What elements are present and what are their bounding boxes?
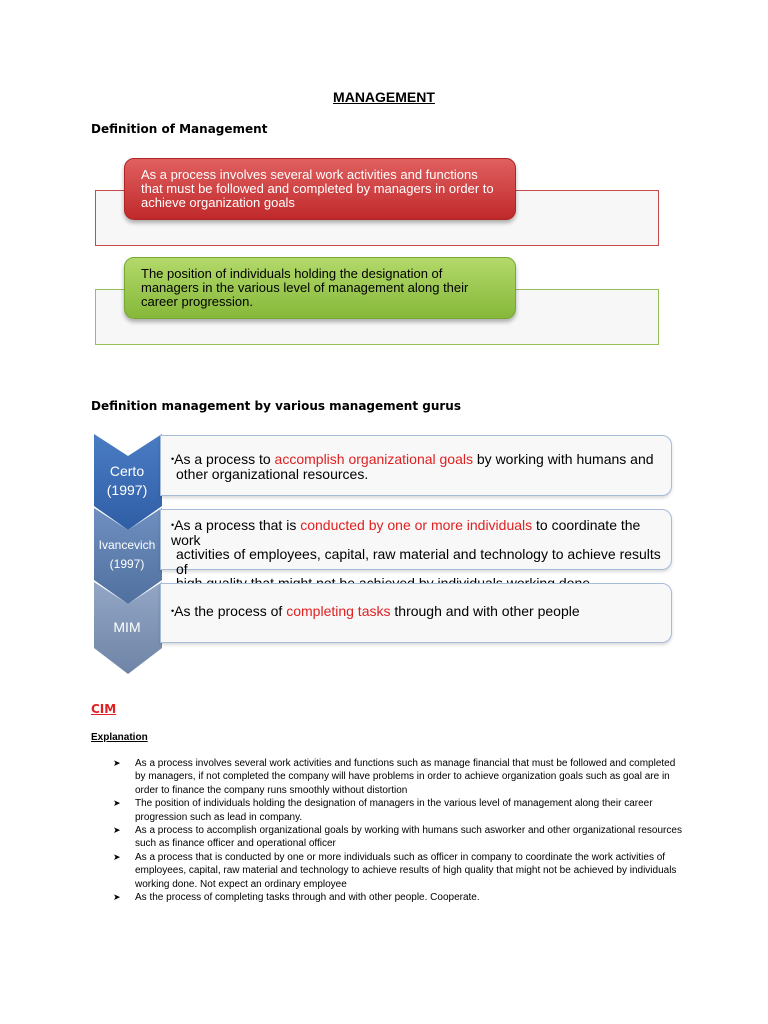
guru-label-ivancevich (94, 536, 160, 574)
arrow-bullet-icon: ➤ (113, 851, 121, 862)
guru-definition-mim: •As the process of completing tasks through and with other people (160, 583, 672, 643)
explanation-heading: Explanation (91, 732, 148, 743)
bullet-icon: • (171, 606, 175, 616)
cim-label: CIM (91, 702, 117, 716)
bullet-icon: • (171, 454, 175, 464)
explanation-list (113, 757, 683, 904)
bullet-icon: • (171, 520, 175, 530)
highlight-text: conducted by one or more individuals (300, 517, 533, 533)
definition-box-position: The position of individuals holding the designation of managers in the various level of management along their career progression. (124, 257, 516, 319)
guru-label-certo (94, 462, 160, 500)
guru-name: Certo (109, 463, 145, 479)
page-title: MANAGEMENT (333, 89, 435, 105)
arrow-bullet-icon: ➤ (113, 825, 121, 836)
guru-definition-certo: •As a process to accomplish organizational goals by working with humans and other organizational resources. (160, 435, 672, 496)
list-item: ➤ The position of individuals holding the designation of managers in the various level of management along their career progression such as lead in company. (113, 798, 653, 823)
definition-heading: Definition of Management (91, 122, 268, 136)
guru-name: Ivancevich (98, 538, 156, 552)
guru-definition-ivancevich: •As a process that is conducted by one or more individuals to coordinate the work activities of employees, capital, raw material and technology to achieve results of (160, 509, 672, 570)
gurus-heading: Definition management by various management gurus (91, 399, 461, 413)
definition-box-process: As a process involves several work activities and functions that must be followed and completed by managers in order to achieve organization goals (124, 158, 516, 220)
list-item: ➤ As a process involves several work activities and functions such as manage financial that must be followed and completed by managers, if not completed the company will have problems in order to achieve organization goals such as goal are in order to finance the company runs smoothly without distortion (113, 758, 676, 796)
guru-year: (1997) (106, 482, 148, 498)
list-item: ➤ As a process that is conducted by one or more individuals such as officer in company to coordinate the work activities of employees, capital, raw material and technology to achieve results of high quality that might not be achieved by individuals working done. Not expect an ordinary employee (113, 851, 677, 890)
arrow-bullet-icon: ➤ (113, 798, 121, 809)
guru-label-mim (94, 618, 160, 637)
arrow-bullet-icon: ➤ (113, 758, 121, 768)
highlight-text: completing tasks (286, 603, 391, 619)
guru-name: MIM (113, 619, 141, 635)
guru-year: (1997) (109, 557, 145, 571)
list-item: ➤ As a process to accomplish organizational goals by working with humans such asworker and other organizational resources such as finance officer and operational officer (113, 825, 682, 850)
highlight-text: accomplish organizational goals (274, 451, 473, 467)
arrow-bullet-icon: ➤ (113, 892, 121, 903)
list-item: ➤ As the process of completing tasks through and with other people. Cooperate. (113, 892, 480, 904)
